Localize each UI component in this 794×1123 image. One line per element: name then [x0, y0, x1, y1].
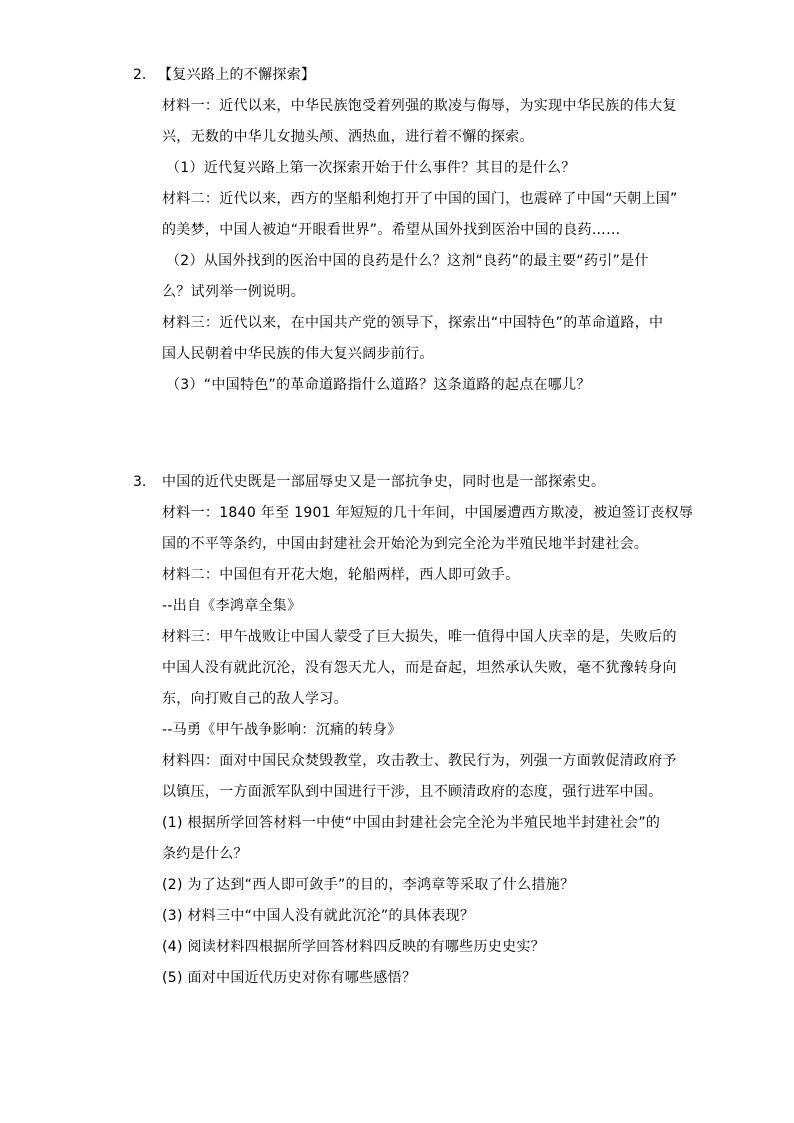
material-line: 东，向打败自己的敌人学习。 [162, 691, 348, 707]
sub-question: (3) 材料三中“中国人没有就此沉沦”的具体表现？ [162, 908, 475, 924]
question-stem: 中国的近代史既是一部屈辱史又是一部抗争史，同时也是一部探索史。 [162, 474, 606, 490]
material-line: 国的不平等条约，中国由封建社会开始沦为到完全沦为半殖民地半封建社会。 [162, 536, 649, 552]
material-line: 以镇压，一方面派军队到中国进行干涉，且不顾清政府的态度，强行进军中国。 [162, 784, 663, 800]
material-line: 材料四：面对中国民众焚毁教堂，攻击教士、教民行为，列强一方面敦促清政府予 [162, 753, 677, 769]
sub-question: (1) 根据所学回答材料一中使“中国由封建社会完全沦为半殖民地半封建社会”的 [162, 815, 661, 831]
material-line: 材料二：近代以来，西方的坚船利炮打开了中国的国门，也震碎了中国“天朝上国” [162, 191, 678, 207]
question-number: 3. [133, 474, 147, 490]
sub-question-continued: 么？试列举一例说明。 [162, 284, 305, 300]
sub-question: (5) 面对中国近代历史对你有哪些感悟？ [162, 970, 417, 986]
question-number: 2. [133, 67, 147, 83]
material-line: 中国人没有就此沉沦，没有怨天尤人，而是奋起，坦然承认失败，毫不犹豫转身向 [162, 660, 677, 676]
source-citation: --马勇《甲午战争影响：沉痛的转身》 [162, 722, 402, 738]
material-line: 材料三：甲午战败让中国人蒙受了巨大损失，唯一值得中国人庆幸的是，失败后的 [162, 629, 677, 645]
sub-question: （3）“中国特色”的革命道路指什么道路？这条道路的起点在哪儿？ [166, 377, 591, 393]
material-line: 材料一：近代以来，中华民族饱受着列强的欺凌与侮辱，为实现中华民族的伟大复 [162, 98, 677, 114]
sub-question-continued: 条约是什么？ [162, 846, 248, 862]
sub-question: （2）从国外找到的医治中国的良药是什么？这剂“良药”的最主要“药引”是什 [166, 253, 649, 269]
material-line: 的美梦，中国人被迫“开眼看世界”。希望从国外找到医治中国的良药…… [162, 222, 621, 238]
source-citation: --出自《李鸿章全集》 [162, 598, 302, 614]
material-line: 材料三：近代以来，在中国共产党的领导下，探索出“中国特色”的革命道路，中 [162, 315, 664, 331]
material-line: 材料一：1840 年至 1901 年短短的几十年间，中国屡遭西方欺凌，被迫签订丧权辱 [162, 505, 694, 521]
material-line: 国人民朝着中华民族的伟大复兴阔步前行。 [162, 346, 434, 362]
material-line: 材料二：中国但有开花大炮，轮船两样，西人即可敛手。 [162, 567, 520, 583]
sub-question: （1）近代复兴路上第一次探索开始于什么事件？其目的是什么？ [166, 160, 576, 176]
sub-question: (4) 阅读材料四根据所学回答材料四反映的有哪些历史史实？ [162, 939, 545, 955]
material-line: 兴，无数的中华儿女抛头颅、洒热血，进行着不懈的探索。 [162, 129, 534, 145]
question-title: 【复兴路上的不懈探索】 [158, 67, 316, 83]
sub-question: (2) 为了达到“西人即可敛手”的目的，李鸿章等采取了什么措施？ [162, 877, 575, 893]
